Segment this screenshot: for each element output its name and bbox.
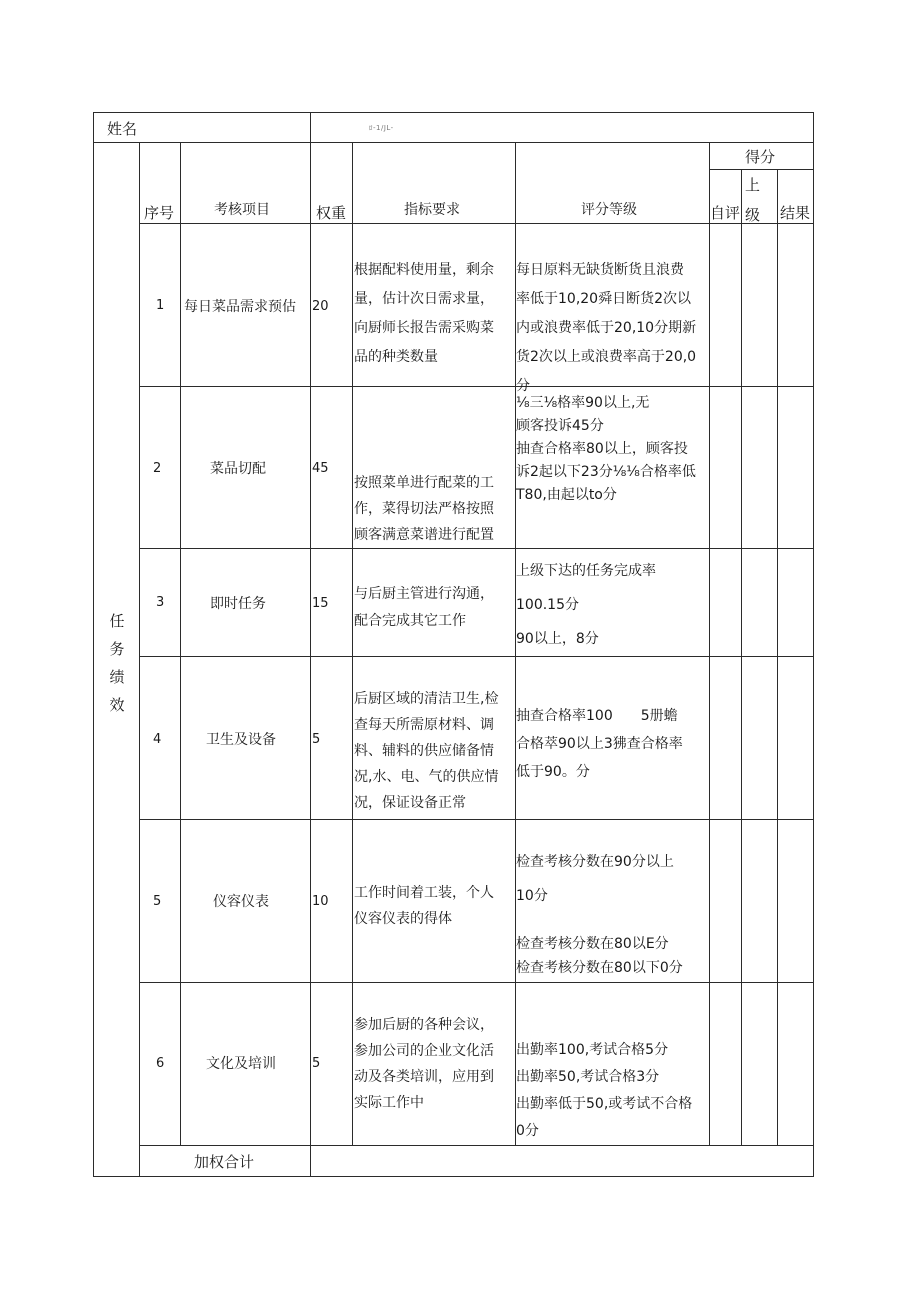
row4-item: 卫生及设备: [206, 732, 276, 748]
name-value[interactable]: ﾛ-1/JL-: [369, 124, 394, 132]
req-line: 参加后厨的各种会议，: [354, 1017, 494, 1033]
row5-seq: 5: [153, 894, 162, 909]
weighted-total-value[interactable]: [312, 1147, 812, 1175]
col-item-right: [310, 142, 311, 1177]
row3-seq: 3: [156, 595, 165, 610]
req-line: 动及各类培训，应用到: [354, 1069, 494, 1085]
row6-requirement: [354, 1012, 494, 1116]
row4-grading: [516, 702, 683, 786]
row1-weight: 20: [312, 299, 329, 314]
row2-item: 菜品切配: [210, 461, 266, 477]
row4-weight: 5: [312, 732, 321, 747]
req-line: 参加公司的企业文化活: [354, 1043, 494, 1059]
col-header-item: 考核项目: [214, 202, 270, 218]
grading-line: 出勤率低于50,或考试不合格: [516, 1096, 693, 1112]
row3-weight: 15: [312, 596, 329, 611]
col-header-requirement: 指标要求: [404, 202, 460, 218]
row4-seq: 4: [153, 732, 162, 747]
grading-line: 出勤率100,考试合格5分: [516, 1042, 669, 1058]
table-border-left: [93, 112, 94, 1177]
col-header-grading: 评分等级: [581, 202, 637, 218]
row6-weight: 5: [312, 1056, 321, 1071]
req-line: 查每天所需原材料、调: [354, 717, 494, 733]
row1-seq: 1: [156, 298, 165, 313]
name-row-bottom: [93, 142, 814, 143]
row3-item: 即时任务: [210, 596, 266, 612]
row6-bottom: [139, 1145, 814, 1146]
col-header-seq: 序号: [144, 204, 175, 222]
grading-line: 分: [516, 378, 530, 394]
col-header-superior-1: 上: [745, 176, 761, 194]
req-line: 顾客满意菜谱进行配置: [354, 527, 494, 543]
col-weight-right: [352, 142, 353, 1146]
table-border-top: [93, 112, 814, 113]
row6-item: 文化及培训: [206, 1056, 276, 1072]
req-line: 品的种类数量: [354, 349, 438, 365]
grading-line: 出勤率50,考试合格3分: [516, 1069, 660, 1085]
name-divider: [310, 112, 311, 143]
section-label-char: 绩: [109, 668, 125, 686]
grading-line: 率低于10,20舜日断货2次以: [516, 291, 691, 307]
grading-line: 顾客投诉45分: [516, 418, 604, 434]
req-line: 与后厨主管进行沟通，: [354, 586, 494, 602]
table-border-bottom: [93, 1176, 814, 1177]
row3-requirement: [354, 581, 494, 635]
row5-bottom: [139, 982, 814, 983]
grading-line: 抽查合格率100 5册蟾: [516, 708, 678, 724]
score-subheader-line: [709, 169, 814, 170]
grading-line: 合格萃90以上3狒查合格率: [516, 736, 683, 752]
section-divider: [139, 142, 140, 1177]
row4-bottom: [139, 819, 814, 820]
req-line: 料、辅料的供应储备情: [354, 743, 494, 759]
row2-grading: [516, 392, 696, 507]
row3-bottom: [139, 656, 814, 657]
req-line: 实际工作中: [354, 1095, 424, 1111]
header-row-bottom: [139, 223, 814, 224]
req-line: 后厨区域的清洁卫生,检: [354, 691, 499, 707]
req-line: 向厨师长报告需采购菜: [354, 320, 494, 336]
req-line: 况，保证设备正常: [354, 795, 466, 811]
row5-grading-line2: 10分: [516, 888, 548, 904]
section-label-task-performance: [107, 607, 127, 719]
grading-line: 90以上，8分: [516, 631, 599, 647]
col-header-weight: 权重: [316, 204, 347, 222]
req-line: 按照菜单进行配菜的工: [354, 475, 494, 491]
grading-line: ⅛三⅛格率90以上,无: [516, 395, 650, 411]
weighted-total-label: 加权合计: [194, 1153, 255, 1171]
req-line: 况,水、电、气的供应情: [354, 769, 499, 785]
row1-requirement: [354, 256, 494, 372]
row2-seq: 2: [153, 461, 162, 476]
req-line: 工作时间着工装，个人: [354, 885, 494, 901]
row2-bottom: [139, 548, 814, 549]
grading-line: 诉2起以下23分⅛⅛合格率低: [516, 464, 696, 480]
col-self-right: [741, 169, 742, 1146]
section-label-char: 任: [109, 612, 125, 630]
section-label-char: 务: [109, 640, 125, 658]
col-header-result: 结果: [780, 204, 811, 222]
row5-item: 仪容仪表: [213, 894, 269, 910]
req-line: 仪容仪表的得体: [354, 911, 452, 927]
req-line: 配合完成其它工作: [354, 613, 466, 629]
table-border-right: [813, 112, 814, 1177]
score-group-header: 得分: [745, 148, 776, 166]
grading-line: 0分: [516, 1123, 539, 1139]
row5-requirement: [354, 880, 494, 932]
name-label: 姓名: [107, 120, 138, 138]
section-label-char: 效: [109, 696, 125, 714]
grading-line: 内或浪费率低于20,10分期新: [516, 320, 697, 336]
row1-item: 每日菜品需求预估: [184, 299, 296, 315]
row5-grading-line3: 检查考核分数在80以E分: [516, 936, 669, 952]
grading-line: 上级下达的任务完成率: [516, 563, 656, 579]
row1-bottom: [139, 386, 814, 387]
grading-line: 货2次以上或浪费率高于20,0: [516, 349, 697, 365]
row1-grading: [516, 256, 696, 401]
col-header-self-eval: 自评: [710, 204, 741, 222]
col-header-superior-2: 级: [745, 206, 761, 224]
grading-line: T80,由起以to分: [516, 487, 617, 503]
grading-line: 抽查合格率80以上，顾客投: [516, 441, 688, 457]
req-line: 量，估计次日需求量，: [354, 291, 494, 307]
row4-requirement: [354, 686, 498, 816]
col-grading-right: [709, 142, 710, 1146]
row5-grading-line1: 检查考核分数在90分以上: [516, 854, 674, 870]
row2-weight: 45: [312, 461, 329, 476]
row2-requirement: [354, 470, 494, 548]
row5-grading-line4: 检查考核分数在80以下0分: [516, 960, 683, 976]
req-line: 作，菜得切法严格按照: [354, 501, 494, 517]
row6-grading: [516, 1037, 692, 1145]
grading-line: 每日原料无缺货断货且浪费: [516, 262, 684, 278]
grading-line: 低于90。分: [516, 764, 590, 780]
row3-grading: [516, 554, 656, 656]
row5-weight: 10: [312, 894, 329, 909]
row6-seq: 6: [156, 1056, 165, 1071]
col-seq-right: [180, 142, 181, 1146]
req-line: 根据配料使用量，剩余: [354, 262, 494, 278]
grading-line: 100.15分: [516, 597, 579, 613]
col-superior-right: [777, 169, 778, 1146]
